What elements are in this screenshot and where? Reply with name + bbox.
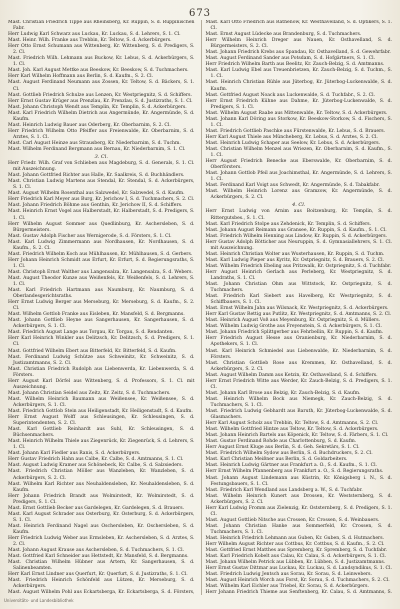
register-entry: Mast. Johann Christian Hanke aus Sommerfeld, Kr. Crossen, S. d. Tuchmachers, S. 1. Cl. xyxy=(205,523,392,535)
register-entry: Mast. Karl Ludwig Pieper aus Kyritz, Kr. Ostpriegnitz, S. d. Brauers, S. 2. Cl. xyxy=(205,257,385,263)
register-entry: Mast. Friedrich Gottlieb Paschke aus Fürstenwalde, Kr. Lebus, S. d. Brauers. xyxy=(205,128,386,134)
register-entry: Mast. August Heinrich Worch aus Forst, Kr. Sorau, S. d. Tuchmachers, S. 2. Cl. xyxy=(205,578,390,584)
register-entry: Mast. Johann Christian Ohm aus Wittstock, Kr. Ostpriegnitz, S. d. Tuchmachers. xyxy=(205,282,392,294)
register-entry: Mast. Karl Friedrich Wilhelm Dietrich aus Angermünde, Kr. Angermünde, S. d. Kaufm. xyxy=(8,110,195,122)
register-entry: Mast. Christian Wilhelm Menzel aus Wriezen, Kr. Oberbarnim, S. d. Kaufm., S. 1. Cl. xyxy=(205,146,392,159)
register-entry: Mast. Wilhelm Ferdinand Bergmann aus Bernau, Kr. Niederbarnim, S. 1. Cl. xyxy=(8,146,186,152)
register-entry: Mast. Heinrich Ludwig Schaper aus Seelow, Kr. Lebus, S. d. Ackerbürgers. xyxy=(205,140,381,146)
register-entry: Herr Ernst Friedrich Kühne aus Dahme, Kr. Jüterbog-Luckenwalde, S. d. Predigers, S. 1. Cl. xyxy=(205,98,392,110)
register-entry: Herr Ernst Gustav Dittmar aus Luckau, Kr. Luckau, S. d. Landsyndikus, S. 1. Cl. xyxy=(205,566,392,572)
register-entry: Herr Friedrich Wilhelm Barth aus Beelitz, Kr. Zauch-Belzig, S. d. Amtmanns. xyxy=(205,62,385,68)
register-entry: Herr Karl Ludwig Fromm aus Zielenzig, Kr. Oststernberg, S. d. Predigers, S. 1. Cl. xyxy=(205,505,392,517)
register-entry: Herr Ernst Friedrich Witte aus Werder, Kr. Zauch-Belzig, S. d. Predigers, S. 1. Cl. xyxy=(205,378,392,390)
register-entry: Mast. August Wilhelm Rosenthal aus Salzwedel, Kr. Salzwedel, S. d. Kaufm. xyxy=(8,191,185,197)
register-entry: Mast. Christian Wilhelm Hübner aus Artern, Kr. Sangerhausen, S. d. Salinenbeamten. xyxy=(8,560,195,572)
register-entry: Mast. Heinrich Ludwig Gärtner aus Frankfurt a. O., S. d. Kaufm., S. 1. Cl. xyxy=(205,463,378,469)
register-entry: Herr Friedrich August Hesse aus Oranienburg, Kr. Niederbarnim, S. d. Apothekers, S. 1. Cl. xyxy=(205,336,392,348)
register-entry: Mast. Friedrich Christian Möller aus Wanzleben, Kr. Wanzleben, S. d. Ackerbürgers, S. 2. Cl. xyxy=(8,469,195,481)
register-entry: Mast. Ernst Wilhelm Jahn aus Wilsnack, Kr. Westpriegnitz, S. d. Ackerbürgers. xyxy=(205,306,389,312)
register-entry: Herr Ernst Ludwig Berger aus Merseburg, Kr. Merseburg, S. d. Kaufm., S. 2. Cl. xyxy=(8,300,195,312)
register-entry: Mast. Johann Friedrich Krebs aus Spandau, Kr. Osthavelland, S. d. Gewehrfabr. xyxy=(205,50,391,56)
section-heading: 4. Cl. xyxy=(292,202,306,209)
register-entry: Mast. Friedrich Ludwig Jentsch aus Sorau, Kr. Sorau, S. d. Leinwebers. xyxy=(205,572,372,578)
register-entry: Herr August Ernst Kluge aus Berlin, S. d. Geh. Sekretärs, S. 1. Cl. xyxy=(205,445,360,451)
register-entry: Mast. Karl Ludwig Zimmermann aus Nordhausen, Kr. Nordhausen, S. d. Kaufm., S. 2. Cl. xyxy=(8,239,195,251)
register-entry: Herr Friedr. Wilh. Graf von Schlieben aus Magdeburg, S. d. Generals, S. 1. Cl. mit Auszeichnung. xyxy=(8,161,195,173)
register-entry: Mast. Heinrich Wilhelm Bock aus Niemegk, Kr. Zauch-Belzig, S. d. Tuchmachers, S. 1. Cl. xyxy=(205,396,392,408)
register-entry: Herr Karl Heinrich Winkler aus Delitzsch, Kr. Delitzsch, S. d. Predigers, S. 1. Cl. xyxy=(8,336,195,348)
register-entry: Mast. Johann August Lindemann aus Küstrin, Kr. Königsberg i. N., S. d. Festungsbauers, S. 1. Cl. xyxy=(205,475,392,487)
register-entry: Mast. Friedrich Wilhelm Koch aus Mühlhausen, Kr. Mühlhausen, S. d. Gerbers. xyxy=(8,251,193,257)
register-entry: Mast. Friedrich Heinrich Schönfeld aus Lützen, Kr. Merseburg, S. d. Ackerbürgers. xyxy=(8,578,195,590)
register-entry: Mast. Johann Gottlieb Heyne aus Sangerhausen, Kr. Sangerhausen, S. d. Ackerbürgers, S. 1. Cl. xyxy=(8,318,195,330)
register-entry: Herr Karl August Scholz aus Trebbin, Kr. Teltow, S. d. Amtmanns, S. 2. Cl. xyxy=(205,421,379,427)
register-entry: Mast. Gottfried Ernst Matthes aus Spremberg, Kr. Spremberg, S. d. Tuchfabr. xyxy=(205,548,388,554)
register-entry: Mast. Christian Friedrich Tippe aus Rheinsberg, Kr. Ruppin, S. d. Ruppinischen Fabr. xyxy=(8,20,195,32)
register-entry: Mast. Karl Friedrich Kobelt aus Calau, Kr. Calau, S. d. Ackerbürgers, S. 1. Cl. xyxy=(205,554,387,560)
register-entry: Herr Wilhelm Heinrich Dreger aus Nauen, Kr. Osthavelland, S. d. Bürgermeisters, S. 2. Cl. xyxy=(205,38,392,50)
register-entry: Mast. Johann Friedrich Splittgerber aus Fehrbellin, Kr. Ruppin, S. d. Kaufm. xyxy=(205,330,384,336)
register-entry: Herr Ernst Ludwig von Arnim aus Boitzenburg, Kr. Templin, S. d. Rittergutsbes., S. 1. Cl. xyxy=(205,209,392,221)
register-entry: Mast. Karl Otto Friedrich aus Rathenow, Kr. Westhavelland, S. d. Optikers, S. 1. Cl. xyxy=(205,20,392,32)
register-entry: Mast. Wilhelm Heinrich Kunert aus Drossen, Kr. Weststernberg, S. d. Ackerbürgers, S. 2. Cl. xyxy=(205,493,392,505)
register-entry: Mast. August Theodor Kunze aus Weißenfels, Kr. Weißenfels, S. d. Lehrers, S. 1. Cl. xyxy=(8,275,195,288)
register-entry: Herr Friedrich Ludwig Weber aus Ermsleben, Kr. Aschersleben, S. d. Arztes, S. 2. Cl. xyxy=(8,535,195,548)
register-entry: Herr Johann Friedrich Brandt aus Wolmirstedt, Kr. Wolmirstedt, S. d. Predigers, S. 1. Cl. xyxy=(8,493,195,505)
register-entry: Mast. August Wilhelm Pohl aus Eckartsberga, Kr. Eckartsberga, S. d. Försters, xyxy=(8,590,195,595)
register-entry: Herr August Heinrich Gerlach aus Perleberg, Kr. Westpriegnitz, S. d. Landraths, S. 1. Cl. xyxy=(205,269,392,281)
register-entry: Mast. Heinr. Wilh. Franke aus Trebbin, Kr. Teltow, S. d. Ackerbürgers. xyxy=(8,38,172,44)
register-entry: Mast. Wilhelm Ludwig Grothe aus Freyenstein, S. d. Ackerbürgers, S. 1. Cl. xyxy=(205,324,382,330)
right-column xyxy=(201,20,393,595)
register-entry: Mast. Friedrich Wilh. Lehmann aus Buckow, Kr. Lebus, S. d. Ackerbürgers, S. 1. Cl. xyxy=(8,56,195,68)
register-entry: Mast. Johann August Reimann aus Gransee, Kr. Ruppin, S. d. Kaufm., S. 1. Cl. xyxy=(205,227,387,233)
register-entry: Herr August Friedrich Benecke aus Eberswalde, Kr. Oberbarnim, S. d. Oberförsters. xyxy=(205,159,392,171)
register-entry: Mast. Heinrich Christian Rühle aus Jüterbog, Kr. Jüterbog-Luckenwalde, S. d. Kaufm. xyxy=(205,80,392,92)
register-entry: Mast. Johann August Krause aus Aschersleben, S. d. Tuchmachers, S. 1. Cl. xyxy=(8,548,184,554)
register-entry: Herr Wilhelm August Sommer aus Quedlinburg, Kr. Aschersleben, S. d. Bürgermeisters. xyxy=(8,221,195,233)
register-entry: Mast. Gottfried August Noack aus Luckenwalde, S. d. Tuchfabr., S. 2. Cl. xyxy=(205,92,376,98)
register-entry: Mast. Friedrich Gottlob Stein aus Heiligenstadt, Kr. Heiligenstadt, S. d. Kaufm. xyxy=(8,409,193,414)
register-entry: Mast. Heinrich Christian Wolter aus Wusterhausen, Kr. Ruppin, S. d. Tuchm. xyxy=(205,251,385,257)
register-entry: Herr Otto Ernst Schumann aus Wittenberg, Kr. Wittenberg, S. d. Predigers, S. 2. Cl. xyxy=(8,44,195,56)
register-entry: Mast. Heinrich Ferdinand Nagel aus Oschersleben, Kr. Oschersleben, S. d. Kaufm. xyxy=(8,523,195,535)
section-heading: 3. Cl. xyxy=(94,154,108,161)
text-columns xyxy=(8,20,392,595)
register-entry: Mast. Wilhelm Friedrich Ebeling aus Pritzwalk, Kr. Ostpriegnitz, S. d. Tuchfabr. xyxy=(205,263,392,269)
register-entry: Mast. Wilhelm Karl Eichler aus Triebel, Kr. Sorau, S. d. Ackerbürgers. xyxy=(205,584,370,590)
register-entry: Mast. Christian Friedrich Rudolph aus Liebenwerda, Kr. Liebenwerda, S. d. Försters. xyxy=(8,366,195,378)
register-entry: Mast. Johann Karl Fiedler aus Ranis, S. d. Ackerbürgers. xyxy=(8,451,141,457)
register-entry: Mast. August Ferdinand Sander aus Potsdam, S. d. Hofgärtners, S. 1. Cl. xyxy=(205,56,376,62)
register-entry: Mast. Gustav Adolph Fischer aus Wernigerode, S. d. Försters, S. 1. Cl. xyxy=(8,233,172,239)
register-entry: Mast. Friedrich Wilhelm Henning aus Lindow, Kr. Ruppin, S. d. Ackerbürgers. xyxy=(205,233,388,239)
register-entry: Mast. Friedrich August Lange aus Torgau, Kr. Torgau, S. d. Rendanten. xyxy=(8,330,174,336)
register-entry: Mast. Wilhelm August Raabe aus Mittenwalde, Kr. Teltow, S. d. Ackerbürgers. xyxy=(205,110,388,116)
register-entry: Mast. Christian Gottlieb Rose aus Kremmen, Kr. Osthavelland, S. d. Ackerbürgers, S. 2. Cl. xyxy=(205,360,392,372)
register-entry: Mast. Johann Wilhelm Petrick aus Lübben, Kr. Lübben, S. d. Justizamtmanns. xyxy=(205,560,386,566)
register-entry: Mast. Gottfried Wilhelm Ebert aus Bitterfeld, Kr. Bitterfeld, S. d. Kaufm. xyxy=(8,348,177,354)
register-entry: Herr Ludwig Karl Schwarz aus Luckau, Kr. Luckau, S. d. Lehrers, S. 1. Cl. xyxy=(8,32,181,38)
register-entry: Herr Karl Ernst Lindner aus Querfurt, Kr. Querfurt, S. d. Justizraths, S. 1. Cl. xyxy=(8,572,188,578)
register-entry: Mast. Heinrich Wilhelm Thiele aus Ziegenrück, Kr. Ziegenrück, S. d. Lehrers, S. 1. Cl. xyxy=(8,439,195,451)
register-entry: Mast. Joh. Karl August Mettke aus Beeskow, Kr. Beeskow, S. d. Tuchmachers. xyxy=(8,68,189,74)
register-entry: Mast. Wilhelm Karl Richter aus Neuhaldensleben, Kr. Neuhaldensleben, S. d. Kaufm. xyxy=(8,481,195,493)
register-entry: Herr Johann Friedrich Thieme aus Senftenberg, Kr. Calau, S. d. Amtmanns, S. xyxy=(205,590,392,595)
register-entry: Mast. Christoph Ernst Walther aus Langensalza, Kr. Langensalza, S. d. Webers. xyxy=(8,269,193,275)
register-entry: Mast. Friedrich Ludwig Gebhardt aus Baruth, Kr. Jüterbog-Luckenwalde, S. d. Glasmachers. xyxy=(205,409,392,421)
register-entry: Mast. Johann Gottfried Richter aus Halle, Kr. Saalkreis, S. d. Buchhändlers. xyxy=(8,173,185,179)
register-entry: Herr Ernst Gustav Krüger aus Prenzlau, Kr. Prenzlau, S. d. Justizraths, S. 1. Cl. xyxy=(8,98,193,104)
register-entry: Mast. Carl August Heinze aus Strausberg, Kr. Niederbarnim, S. d. Tuchm. xyxy=(8,140,181,146)
register-entry: Mast. Johann Gottlob Pfeil aus Joachimsthal, Kr. Angermünde, S. d. Lehrers, S. 1. Cl. xyxy=(205,171,392,183)
register-entry: Mast. Karl Friedrich Hartmann aus Naumburg, Kr. Naumburg, S. d. Oberlandesgerichtsraths. xyxy=(8,288,195,300)
register-entry: Herr Friedrich Karl Meyer aus Burg, Kr. Jerichow I, S. d. Tuchmachers, S. 2. Cl. xyxy=(8,197,195,203)
register-entry: Mast. Christian Ludwig Martens aus Stendal, Kr. Stendal, S. d. Ackerbürgers, S. 1. Cl. xyxy=(8,179,195,191)
register-entry: Mast. August Wilhelm Damm aus Ketzin, Kr. Osthavelland, S. d. Schiffers. xyxy=(205,372,378,378)
register-entry: Mast. Karl Gottlieb Reinhardt aus Suhl, Kr. Schleusingen, S. d. Büchsenmachers. xyxy=(8,427,195,439)
register-entry: Mast. August Ludwig Kramer aus Schönebeck, Kr. Calbe, S. d. Salzsieders. xyxy=(8,463,183,469)
register-entry: Mast. Ferdinand Karl Voigt aus Schwedt, Kr. Angermünde, S. d. Tabakfabr. xyxy=(205,183,380,189)
register-entry: Herr Karl Gustav Rettig aus Putlitz, Kr. Westpriegnitz, S. d. Amtmanns, S. 2. Cl. xyxy=(205,312,392,318)
register-entry: Mast. Friedrich Karl Wendland aus Landsberg a. W., S. d. Tuchfabr. xyxy=(205,487,363,493)
register-entry: Mast. Wilhelm Gottfried Hintze aus Teltow, Kr. Teltow, S. d. Ackerbürgers. xyxy=(205,427,379,433)
register-entry: Mast. Friedrich Karl Siebert aus Havelberg, Kr. Westpriegnitz, S. d. Schiffbauers, S. 1. Cl. xyxy=(205,294,392,306)
register-entry: Mast. August Ferdinand Neumann aus Zossen, Kr. Teltow, S. d. Bäckers, S. 1. Cl. xyxy=(8,80,195,92)
register-entry: Mast. Karl August Schrader aus Osterburg, Kr. Osterburg, S. d. Ackerbürgers, S. 1. Cl. xyxy=(8,511,195,523)
register-entry: Mast. August Gottlieb Nitsche aus Crossen, Kr. Crossen, S. d. Weinbauers. xyxy=(205,517,380,523)
register-entry: Mast. Ernst August Lüdecke aus Brandenburg, S. d. Tuchmachers. xyxy=(205,32,362,38)
register-entry: Mast. Heinrich Friedrich Lehmann aus Guben, Kr. Guben, S. d. Hutmachers. xyxy=(205,535,385,541)
library-footer: Universitäts- und Landesbibliothek xyxy=(4,598,74,603)
register-entry: Herr Karl August Thiele aus Müncheberg, Kr. Lebus, S. d. Arztes, S. 2. Cl. xyxy=(205,134,378,140)
register-entry: Herr Ernst August Wolff aus Schleusingen, Kr. Schleusingen, S. d. Superintendenten, S. 2. Cl. xyxy=(8,415,195,427)
register-entry: Mast. Heinrich Ludwig Bauer aus Oderberg, Kr. Oberbarnim, S. 2. Cl. xyxy=(8,122,171,128)
register-entry: Mast. Ernst Gottlieb Becker aus Gardelegen, Kr. Gardelegen, S. d. Brauers. xyxy=(8,505,185,511)
register-entry: Mast. Wilhelm Gottlob Franke aus Eisleben, Kr. Mansfeld, S. d. Bergmanns. xyxy=(8,312,185,318)
register-entry: Mast. Karl Christian Meißner aus Berlin, S. d. Goldarbeiters. xyxy=(205,457,348,463)
register-entry: Mast. Friedrich Wilhelm Sydow aus Berlin, S. d. Buchdruckers, S. 2. Cl. xyxy=(205,451,373,457)
register-entry: Mast. Gottlieb Friedrich Schulze aus Lenzen, Kr. Westpriegnitz, S. d. Schiffers. xyxy=(8,92,192,98)
register-entry: Mast. Karl Heinrich Schmiedel aus Liebenwalde, Kr. Niederbarnim, S. d. Försters. xyxy=(205,348,392,360)
register-entry: Mast. Gustav Ferdinand Rohde aus Charlottenburg, S. d. Kaufm. xyxy=(205,439,357,445)
register-entry: Mast. Wilhelm Heinrich Baumann aus Weißensee, Kr. Weißensee, S. d. Ackerbürgers, S. 1. Cl. xyxy=(8,396,195,408)
register-entry: Mast. Heinrich August Voß aus Meyenburg, Kr. Ostpriegnitz, S. d. Müllers. xyxy=(205,318,381,324)
register-entry: Mast. Johann Heinrich Bartels aus Köpenick, Kr. Teltow, S. d. Färbers, S. 1. Cl. xyxy=(205,433,389,439)
register-entry: Mast. Karl Ludwig Ebel aus Treuenbrietzen, Kr. Zauch-Belzig, S. d. Tuchm., S. 1. Cl. xyxy=(205,68,392,80)
register-entry: Mast. Ferdinand Ludwig Schütze aus Schweinitz, Kr. Schweinitz, S. d. Justizamtmanns, S. 2. Cl. xyxy=(8,354,195,366)
register-entry: Herr August Karl Dörfel aus Wittenberg, S. d. Professors, S. 1. Cl. mit Auszeichnung. xyxy=(8,378,195,390)
register-entry: Herr Friedrich Wilhelm Otto Pfeiffer aus Freienwalde, Kr. Oberbarnim, S. d. Arztes, S. 1. Cl. xyxy=(8,128,195,140)
register-entry: Mast. Johann Karl Brose aus Belzig, Kr. Zauch-Belzig, S. d. Kaufm. xyxy=(205,390,361,396)
left-column xyxy=(8,20,195,595)
register-entry: Mast. Johann Christoph Wendt aus Templin, Kr. Templin, S. d. Ackerbürgers. xyxy=(8,104,187,110)
register-entry: Mast. Johann Friedrich Böhme aus Genthin, Kr. Jerichow II, S. d. Schiffers. xyxy=(8,203,183,209)
register-entry: Mast. Heinrich Ernst Vogel aus Halberstadt, Kr. Halberstadt, S. d. Predigers, S. 1. Cl. xyxy=(8,209,195,221)
register-entry: Herr Wilhelm August Richter aus Cottbus, Kr. Cottbus, S. d. Kaufm., S. 2. Cl. xyxy=(205,542,385,548)
register-entry: Mast. Wilhelm Heinrich Lorenz aus Gramzow, Kr. Angermünde, S. d. Ackerbürgers, S. 2. Cl. xyxy=(205,189,392,201)
register-entry: Mast. Karl Friedrich Stolpe aus Zehdenick, Kr. Templin, S. d. Schiffers. xyxy=(205,221,372,227)
register-entry: Mast. Johann Christian Seidel aus Zeitz, Kr. Zeitz, S. d. Tuchmachers. xyxy=(8,390,171,396)
register-entry: Mast. Gottfried Karl Schneider aus Hettstedt, Kr. Mansfeld, S. d. Bergmanns. xyxy=(8,554,189,560)
page-number: 673 xyxy=(188,8,212,19)
register-entry: Herr Gustav Friedrich Hahn aus Calbe, Kr. Calbe, S. d. Amtmanns, S. 1. Cl. xyxy=(8,457,184,463)
register-entry: Herr Ernst Wilhelm Pfannenberg aus Frankfurt a. O., S. d. Regierungsraths. xyxy=(205,469,384,475)
register-entry: Herr Johann Heinrich Schmidt aus Erfurt, Kr. Erfurt, S. d. Regierungsraths, S. 1. Cl. xyxy=(8,257,195,269)
register-entry: Mast. Johann Karl Döring aus Storkow, Kr. Beeskow-Storkow, S. d. Fischers, S. 1. Cl. xyxy=(205,116,392,128)
register-entry: Herr Gustav Adolph Bötticher aus Neuruppin, S. d. Gymnasiallehrers, S. 1. Cl. mit Auszeichnung. xyxy=(205,239,392,251)
register-entry: Herr Karl Wilhelm Hoffmann aus Berlin, S. d. Kaufm., S. 2. Cl. xyxy=(8,74,154,80)
